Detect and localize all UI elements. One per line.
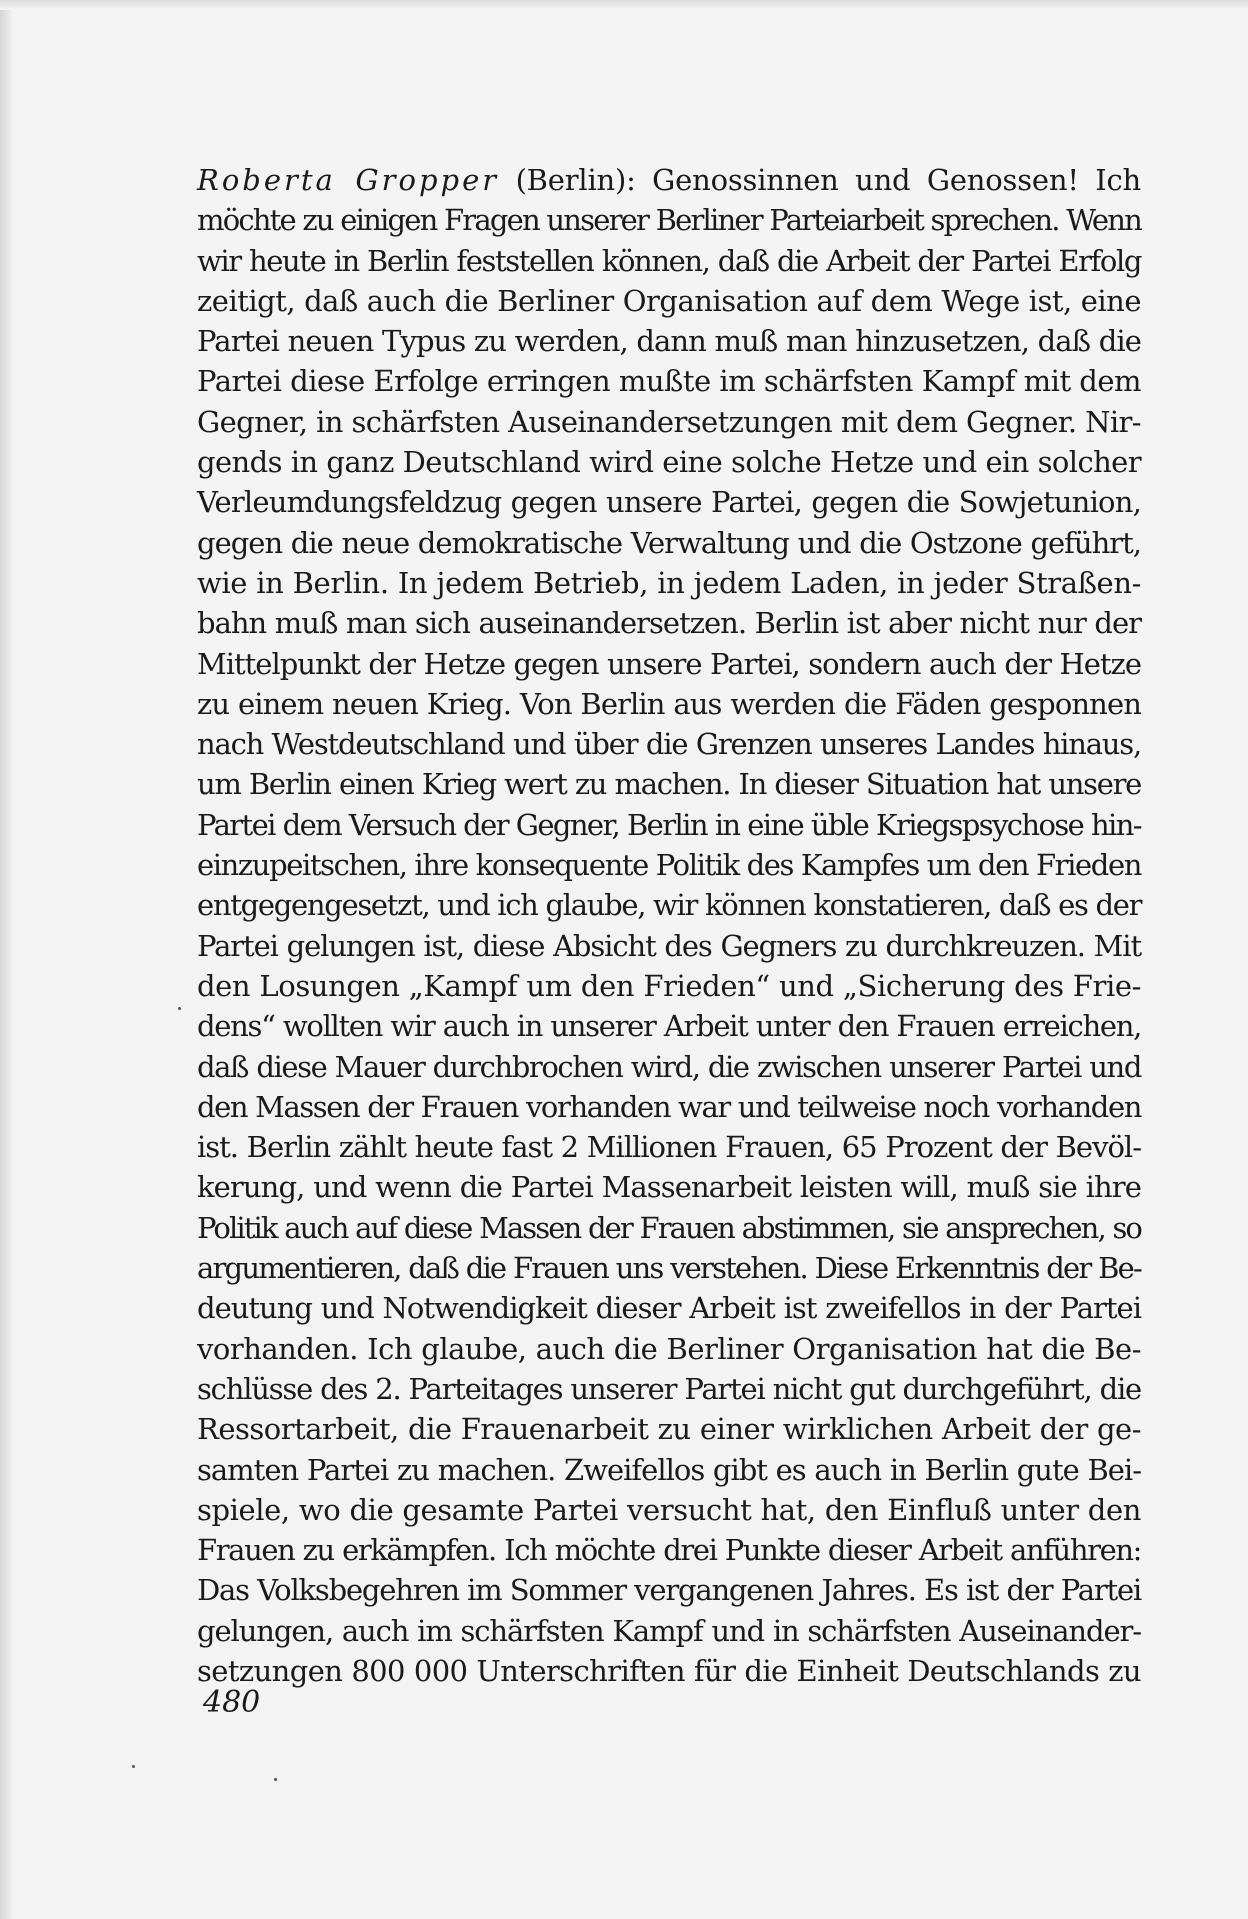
text-line: Roberta Gropper (Berlin): Genossinnen und Genossen! Ich [197, 163, 1141, 197]
print-speck [274, 1778, 277, 1781]
text-line: bahn muß man sich auseinandersetzen. Berlin ist aber nicht nur der [197, 606, 1141, 641]
text-line: setzungen 800 000 Unterschriften für die Einheit Deutschlands zu [197, 1653, 1141, 1688]
text-line: den Losungen „Kampf um den Frieden“ und „Sicherung des Frie- [197, 968, 1141, 1003]
text-line: spiele, wo die gesamte Partei versucht hat, den Einfluß unter den [197, 1492, 1141, 1527]
text-line: Ressortarbeit, die Frauenarbeit zu einer wirklichen Arbeit der ge- [197, 1412, 1141, 1447]
text-line: Politik auch auf diese Massen der Frauen abstimmen, sie ansprechen, so [197, 1210, 1141, 1245]
text-line: kerung, und wenn die Partei Massenarbeit leisten will, muß sie ihre [197, 1170, 1141, 1205]
page-edge-shadow [0, 0, 14, 1919]
text-line: schlüsse des 2. Parteitages unserer Partei nicht gut durchgeführt, die [197, 1371, 1141, 1406]
print-speck [132, 1765, 135, 1768]
page-number: 480 [203, 1685, 261, 1720]
body-text [197, 160, 1141, 1691]
text-line: argumentieren, daß die Frauen uns verstehen. Diese Erkenntnis der Be- [197, 1251, 1141, 1286]
text-line: um Berlin einen Krieg wert zu machen. In dieser Situation hat unsere [197, 767, 1141, 802]
text-line: Gegner, in schärfsten Auseinandersetzungen mit dem Gegner. Nir- [197, 404, 1141, 439]
print-speck [178, 1007, 181, 1010]
text-line: Partei diese Erfolge erringen mußte im schärfsten Kampf mit dem [197, 364, 1142, 399]
text-line: zeitigt, daß auch die Berliner Organisation auf dem Wege ist, eine [197, 283, 1141, 318]
text-line: gelungen, auch im schärfsten Kampf und in schärfsten Auseinander- [197, 1613, 1141, 1648]
text-line: wie in Berlin. In jedem Betrieb, in jedem Laden, in jeder Straßen- [197, 565, 1141, 600]
text-line: gegen die neue demokratische Verwaltung und die Ostzone geführt, [197, 525, 1141, 560]
text-line: Partei neuen Typus zu werden, dann muß man hinzusetzen, daß die [197, 324, 1141, 359]
text-line: Mittelpunkt der Hetze gegen unsere Partei, sondern auch der Hetze [197, 646, 1141, 681]
text-line: Partei gelungen ist, diese Absicht des Gegners zu durchkreuzen. Mit [197, 928, 1141, 963]
text-line: deutung und Notwendigkeit dieser Arbeit ist zweifellos in der Partei [197, 1291, 1141, 1326]
text-line: Frauen zu erkämpfen. Ich möchte drei Punkte dieser Arbeit anführen: [197, 1533, 1141, 1568]
text-line: samten Partei zu machen. Zweifellos gibt es auch in Berlin gute Bei- [197, 1452, 1141, 1487]
text-line: einzupeitschen, ihre konsequente Politik des Kampfes um den Frieden [197, 848, 1141, 883]
text-line: nach Westdeutschland und über die Grenzen unseres Landes hinaus, [197, 727, 1141, 762]
text-line: den Massen der Frauen vorhanden war und teilweise noch vorhanden [197, 1089, 1141, 1124]
text-line: gends in ganz Deutschland wird eine solche Hetze und ein solcher [197, 445, 1141, 480]
text-line: ist. Berlin zählt heute fast 2 Millionen Frauen, 65 Prozent der Bevöl- [197, 1130, 1141, 1165]
text-line: zu einem neuen Krieg. Von Berlin aus werden die Fäden gesponnen [197, 686, 1141, 721]
text-line: entgegengesetzt, und ich glaube, wir können konstatieren, daß es der [197, 888, 1142, 923]
text-line: daß diese Mauer durchbrochen wird, die zwischen unserer Partei und [197, 1049, 1141, 1084]
text-line: vorhanden. Ich glaube, auch die Berliner Organisation hat die Be- [197, 1331, 1141, 1366]
text-line: dens“ wollten wir auch in unserer Arbeit unter den Frauen erreichen, [197, 1009, 1141, 1044]
speaker-name: Roberta Gropper [197, 163, 500, 197]
text-line: Partei dem Versuch der Gegner, Berlin in eine üble Kriegspsychose hin- [197, 807, 1141, 842]
text-line: Das Volksbegehren im Sommer vergangenen Jahres. Es ist der Partei [197, 1573, 1141, 1608]
text-line: möchte zu einigen Fragen unserer Berliner Parteiarbeit sprechen. Wenn [197, 203, 1141, 238]
text-line: wir heute in Berlin feststellen können, daß die Arbeit der Partei Erfolg [197, 243, 1141, 278]
text-line: Verleumdungsfeldzug gegen unsere Partei, gegen die Sowjetunion, [197, 485, 1141, 520]
page-top-shadow [0, 0, 1248, 10]
